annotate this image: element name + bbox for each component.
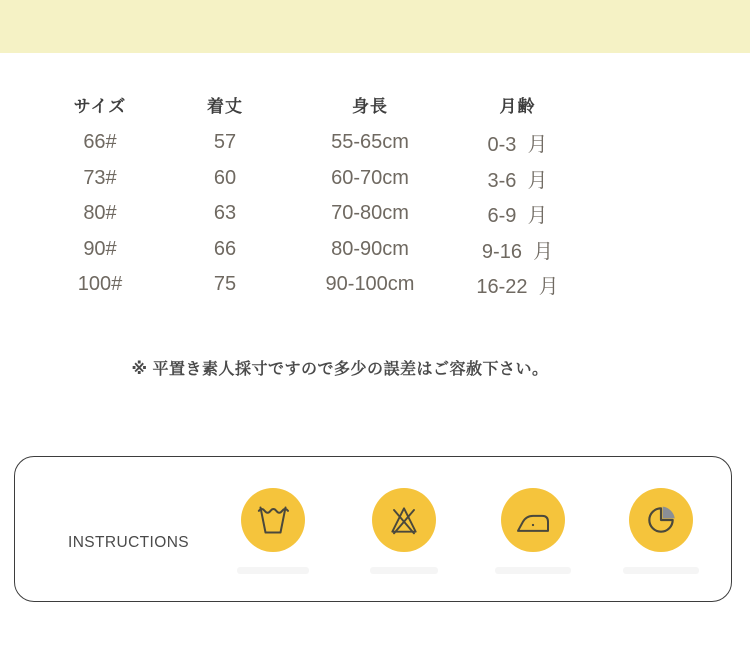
- size-table-cell: 100#: [77, 273, 123, 296]
- size-table-cell: 73#: [83, 166, 117, 189]
- wash-tub-icon: [253, 500, 293, 540]
- size-table-header-length: 着丈: [207, 96, 243, 116]
- faint-caption-placeholder: [237, 567, 309, 574]
- size-table-cell: 6-9 月: [487, 205, 548, 228]
- size-table-cell: 90#: [83, 237, 117, 260]
- size-table-cell: 80-90cm: [331, 237, 409, 260]
- size-table-cell: 90-100cm: [325, 273, 415, 296]
- size-table-cell: 0-3 月: [487, 134, 548, 157]
- size-table-cell: 57: [213, 131, 237, 154]
- size-table-cell: 9-16 月: [481, 240, 554, 263]
- care-symbol-iron: [501, 488, 565, 552]
- measurement-disclaimer-note: ※ 平置き素人採寸ですので多少の誤差はご容赦下さい。: [131, 361, 549, 378]
- faint-caption-placeholder: [370, 567, 438, 574]
- size-table-header-height: 身長: [352, 96, 388, 116]
- size-table-header-age: 月齢: [499, 96, 536, 116]
- size-table-cell: 60-70cm: [331, 166, 409, 189]
- size-table-cell: 75: [213, 273, 237, 296]
- care-symbol-dry: [629, 488, 693, 552]
- size-table: [40, 83, 585, 303]
- top-yellow-strip: [0, 0, 750, 53]
- instructions-label: INSTRUCTIONS: [68, 534, 190, 551]
- size-table-cell: 55-65cm: [331, 131, 409, 154]
- size-table-cell: 60: [213, 166, 237, 189]
- care-symbol-no-bleach: [372, 488, 436, 552]
- size-table-cell: 70-80cm: [331, 202, 409, 225]
- iron-icon: [513, 500, 553, 540]
- size-table-cell: 16-22 月: [476, 276, 559, 299]
- faint-caption-placeholder: [495, 567, 571, 574]
- care-instructions-panel: [14, 456, 732, 602]
- care-symbol-wash: [241, 488, 305, 552]
- faint-caption-placeholder: [623, 567, 699, 574]
- size-table-header-size: サイズ: [73, 96, 127, 116]
- size-table-cell: 66#: [83, 131, 117, 154]
- size-table-cell: 66: [213, 237, 237, 260]
- pie-dry-icon: [641, 500, 681, 540]
- do-not-bleach-icon: [384, 500, 424, 540]
- size-table-cell: 63: [213, 202, 237, 225]
- size-table-cell: 3-6 月: [487, 169, 548, 192]
- size-table-cell: 80#: [83, 202, 117, 225]
